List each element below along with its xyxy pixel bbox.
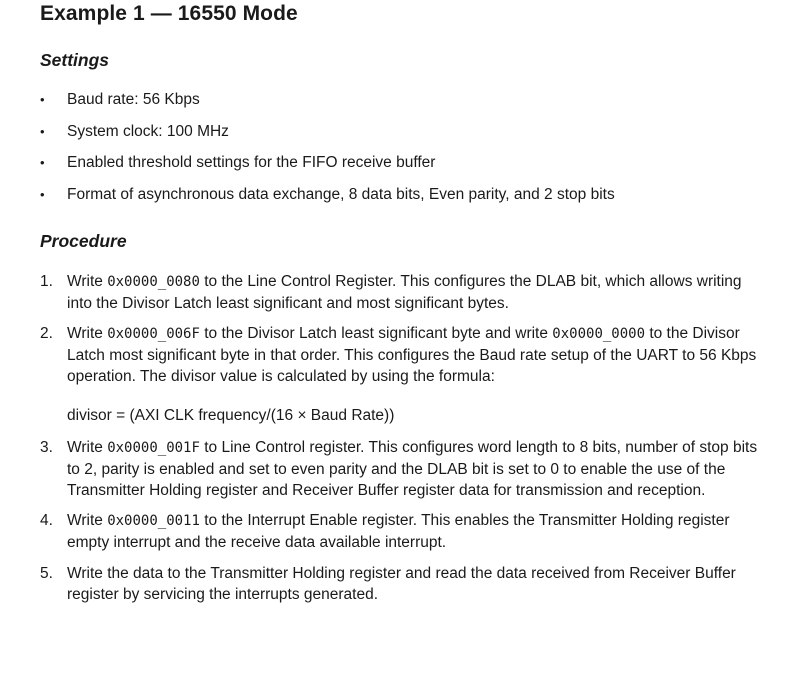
divisor-formula: divisor = (AXI CLK frequency/(16 × Baud Rate)) [67,407,395,424]
step-text [67,323,760,387]
step-text-lead: Write [67,273,108,290]
step-number: 1. [40,273,53,290]
settings-item-text: Baud rate: 56 Kbps [67,91,200,108]
bullet-icon: • [40,155,45,170]
step-text-mid: to the Divisor Latch least significant byte and write [199,325,553,342]
bullet-icon: • [40,92,45,107]
procedure-step [40,563,760,605]
step-text: Write the data to the Transmitter Holding register and read the data received from Receiver Buffer register by servicing the interrupts generated. [67,565,736,603]
step-text [67,510,760,553]
step-number: 3. [40,439,53,456]
settings-item-text: Enabled threshold settings for the FIFO receive buffer [67,154,436,171]
page-title: Example 1 — 16550 Mode [40,2,298,25]
step-text [67,437,760,501]
register-value: 0x0000_001F [107,440,200,456]
step-text-tail: to the Interrupt Enable register. This enables the Transmitter Holding register empty interrupt and the receive data available interrupt. [67,512,730,551]
step-number: 2. [40,325,53,342]
procedure-heading: Procedure [40,231,127,251]
step-text-lead: Write [67,439,108,456]
settings-item [40,185,615,217]
settings-item [40,90,615,122]
procedure-step [40,323,760,426]
procedure-list [40,271,760,605]
step-text-lead: Write [67,512,108,529]
register-value: 0x0000_006F [107,326,200,342]
settings-item-text: Format of asynchronous data exchange, 8 data bits, Even parity, and 2 stop bits [67,185,615,203]
step-text-lead: Write [67,325,108,342]
register-value: 0x0000_0000 [552,326,646,342]
procedure-step [40,271,760,314]
step-text-tail: to the Divisor Latch most significant byte in that order. This configures the Baud rate setup of the UART to 56 Kbps operation. The divisor value is calculated by using the formula: [67,325,757,385]
settings-heading: Settings [40,50,110,70]
register-value: 0x0000_0011 [107,513,200,529]
step-text-tail: to the Line Control Register. This configures the DLAB bit, which allows writing into the Divisor Latch least significant and most significant bytes. [67,273,742,312]
settings-list [40,90,615,216]
procedure-step [40,510,760,553]
step-number: 4. [40,512,53,529]
bullet-icon: • [40,123,45,139]
bullet-icon: • [40,186,45,202]
step-text-tail: to Line Control register. This configures word length to 8 bits, number of stop bits to 2, parity is enabled and set to even parity and the DLAB bit is set to 0 to enable the use of the Transmitter Holding register and Receiver Buffer register data for transmission and reception. [67,439,758,499]
procedure-step [40,437,760,501]
settings-item [40,122,615,154]
settings-item [40,153,615,185]
register-value: 0x0000_0080 [107,274,200,290]
step-number: 5. [40,565,53,582]
settings-item-text: System clock: 100 MHz [67,122,229,140]
step-text [67,271,760,314]
